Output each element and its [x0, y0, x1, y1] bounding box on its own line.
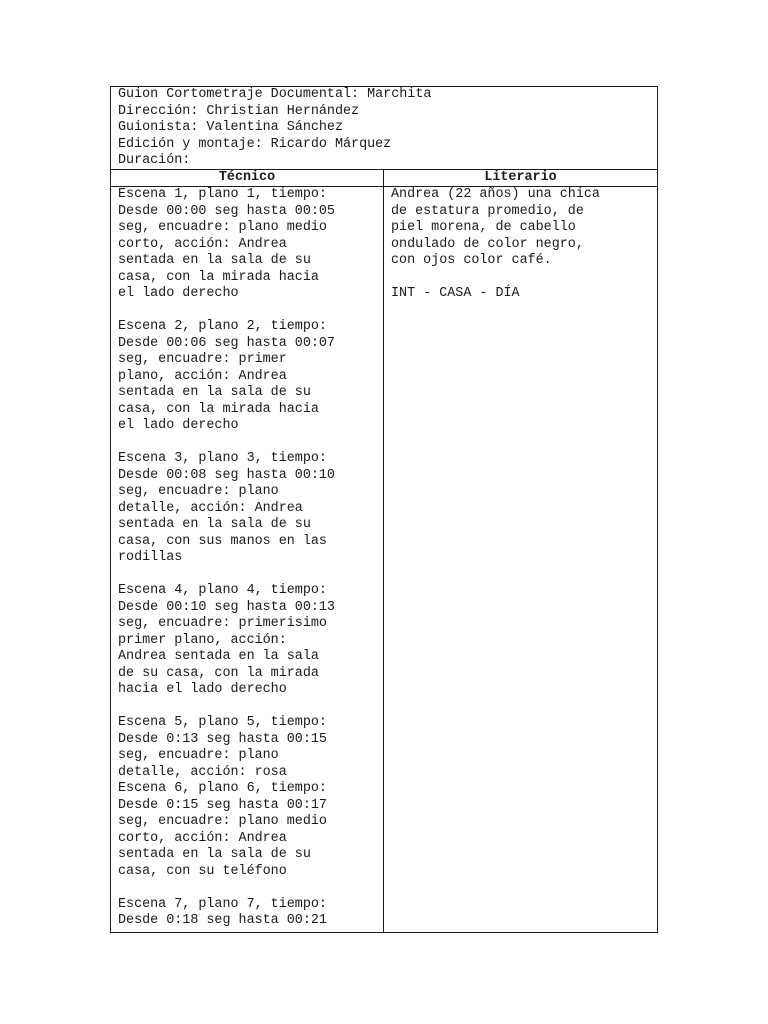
description-line: de estatura promedio, de — [391, 203, 584, 219]
scene-line: casa, con la mirada hacia — [118, 269, 319, 285]
scene-line: Desde 00:10 seg hasta 00:13 — [118, 599, 335, 615]
character-description — [391, 187, 657, 270]
scene-line: el lado derecho — [118, 286, 239, 301]
header-title: Guion Cortometraje Documental: Marchita — [118, 87, 432, 102]
column-header-tecnico: Técnico — [111, 170, 384, 186]
scene-line: casa, con la mirada hacia — [118, 401, 319, 417]
scene-line: hacia el lado derecho — [118, 682, 287, 697]
scene-line: plano, acción: Andrea — [118, 368, 287, 384]
scene-line: seg, encuadre: plano — [118, 484, 279, 499]
scene-line: primer plano, acción: — [118, 632, 287, 648]
scene-block-2 — [118, 319, 383, 435]
header-direction: Dirección: Christian Hernández — [118, 103, 360, 119]
scene-line: seg, encuadre: primer — [118, 352, 287, 367]
description-line: piel morena, de cabello — [391, 220, 576, 235]
scene-line: seg, encuadre: primerisimo — [118, 616, 327, 631]
scene-block-5 — [118, 715, 383, 781]
literario-column — [384, 187, 657, 932]
scene-line: Desde 0:15 seg hasta 00:17 — [118, 797, 327, 813]
scene-line: casa, con sus manos en las — [118, 533, 327, 549]
scene-line: seg, encuadre: plano medio — [118, 220, 327, 235]
scene-block-1 — [118, 187, 383, 303]
scene-line: Escena 7, plano 7, tiempo: — [118, 896, 327, 912]
scene-line: detalle, acción: rosa — [118, 764, 287, 780]
scene-line: corto, acción: Andrea — [118, 236, 287, 252]
scene-line: Desde 00:00 seg hasta 00:05 — [118, 203, 335, 219]
tecnico-column — [111, 187, 384, 932]
scene-block-6 — [118, 781, 383, 880]
scene-line: Desde 0:13 seg hasta 00:15 — [118, 731, 327, 747]
scene-line: Escena 5, plano 5, tiempo: — [118, 715, 327, 730]
scene-line: casa, con su teléfono — [118, 863, 287, 879]
scene-line: sentada en la sala de su — [118, 847, 311, 862]
description-line: ondulado de color negro, — [391, 236, 584, 252]
scene-line: Desde 00:06 seg hasta 00:07 — [118, 335, 335, 351]
scene-line: el lado derecho — [118, 418, 239, 433]
script-header — [111, 87, 657, 170]
script-table — [110, 86, 658, 933]
header-duration: Duración: — [118, 153, 191, 168]
scene-line: detalle, acción: Andrea — [118, 500, 303, 516]
scene-line: corto, acción: Andrea — [118, 830, 287, 846]
scene-block-4 — [118, 583, 383, 699]
scene-line: Escena 1, plano 1, tiempo: — [118, 187, 327, 202]
scene-line: Desde 00:08 seg hasta 00:10 — [118, 467, 335, 483]
scene-line: Desde 0:18 seg hasta 00:21 — [118, 913, 327, 928]
scene-line: Andrea sentada en la sala — [118, 649, 319, 664]
scene-block-3 — [118, 451, 383, 567]
scene-line: seg, encuadre: plano medio — [118, 814, 327, 829]
scene-line: seg, encuadre: plano — [118, 748, 279, 763]
scene-line: sentada en la sala de su — [118, 253, 311, 268]
column-header-literario: Literario — [484, 170, 557, 185]
scene-line: sentada en la sala de su — [118, 517, 311, 532]
description-line: con ojos color café. — [391, 253, 552, 268]
header-screenwriter: Guionista: Valentina Sánchez — [118, 120, 343, 135]
scene-line: Escena 4, plano 4, tiempo: — [118, 583, 327, 598]
scene-block-7 — [118, 897, 383, 930]
scene-line: Escena 3, plano 3, tiempo: — [118, 451, 327, 466]
description-line: Andrea (22 años) una chica — [391, 187, 600, 202]
scene-line: Escena 2, plano 2, tiempo: — [118, 319, 327, 334]
header-editing: Edición y montaje: Ricardo Márquez — [118, 136, 392, 152]
column-header-row — [111, 170, 657, 187]
scene-line: de su casa, con la mirada — [118, 665, 319, 681]
scene-line: Escena 6, plano 6, tiempo: — [118, 781, 327, 796]
scene-line: sentada en la sala de su — [118, 385, 311, 400]
scene-line: rodillas — [118, 550, 183, 565]
slugline: INT - CASA - DÍA — [391, 286, 520, 301]
